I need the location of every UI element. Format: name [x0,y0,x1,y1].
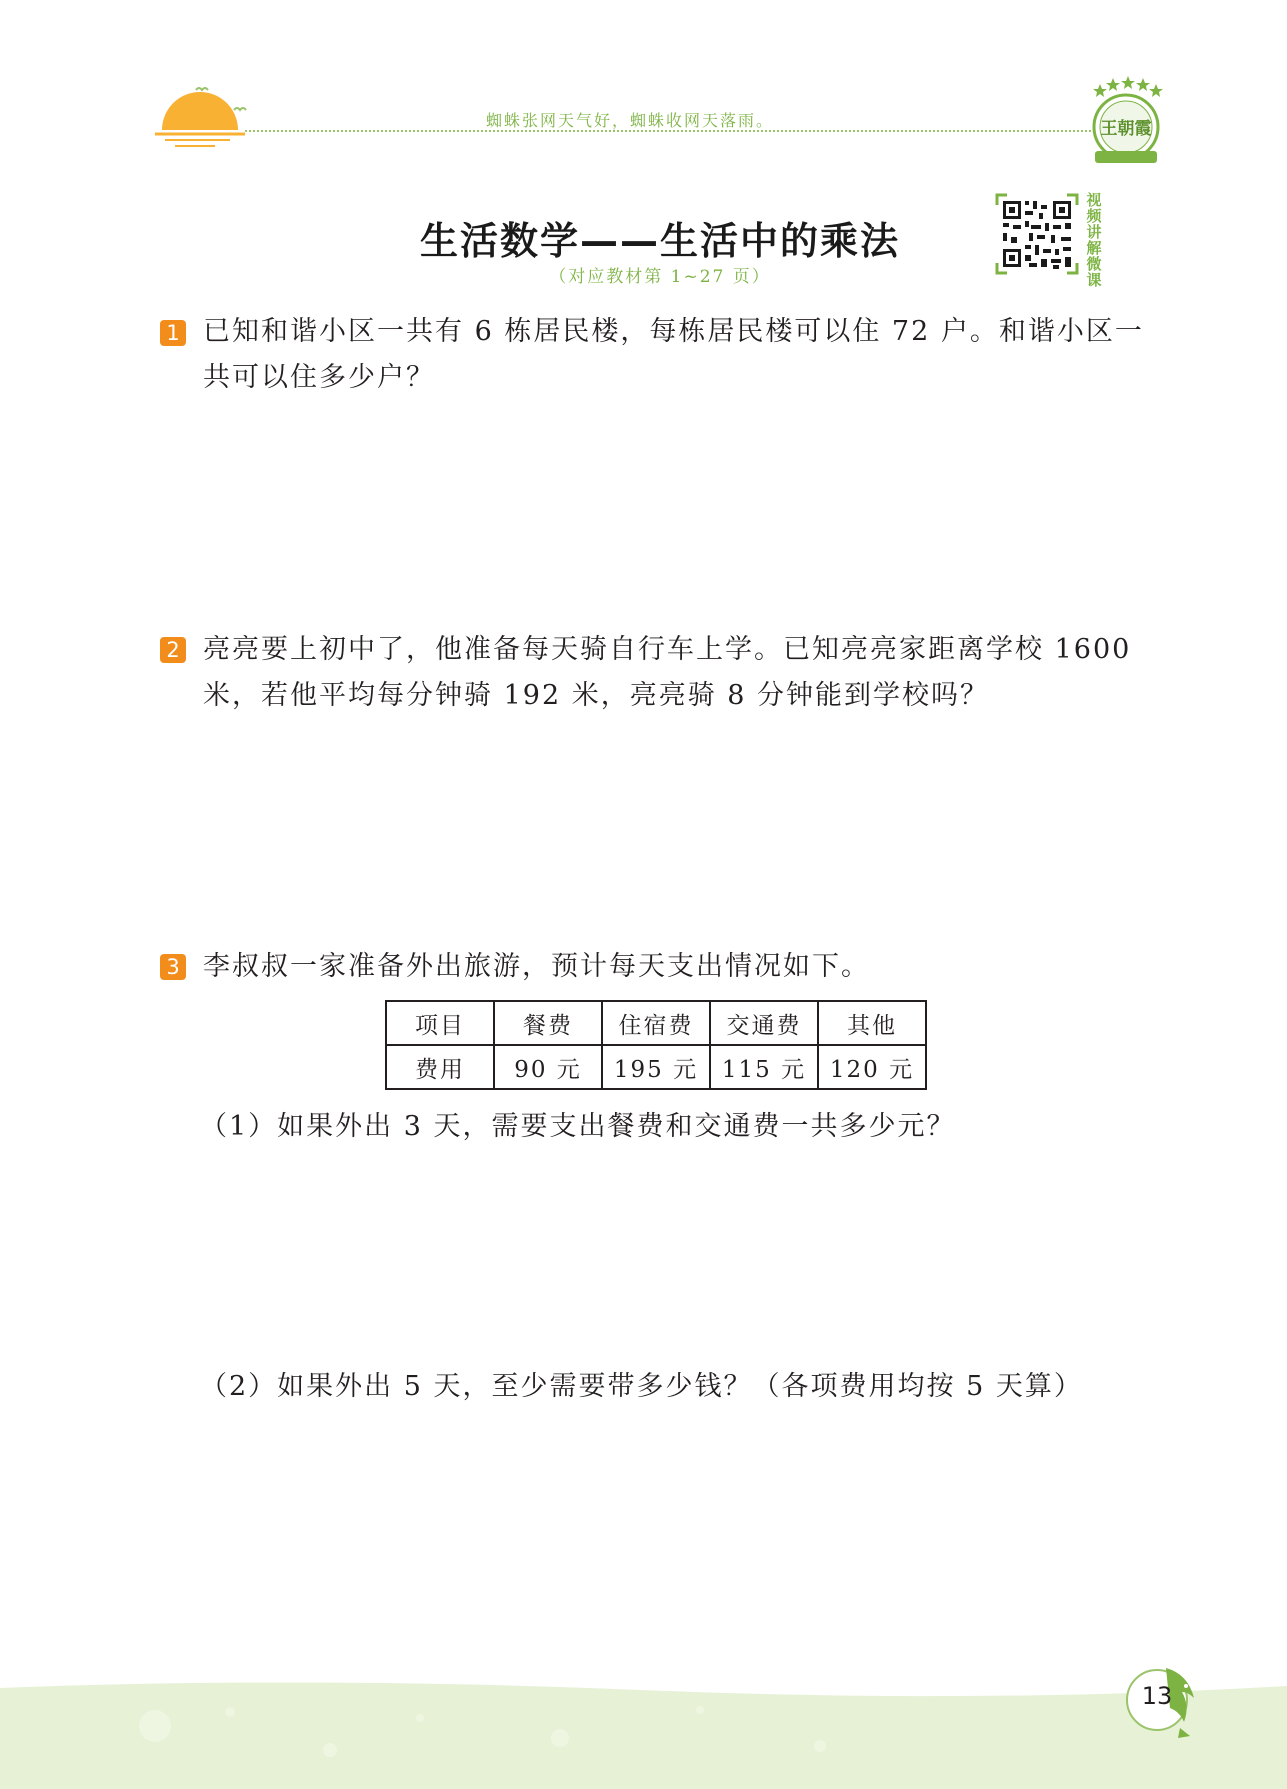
table-header-cell: 住宿费 [602,1001,710,1045]
table-row [386,1045,926,1089]
table-cell: 115 元 [710,1045,818,1089]
page-title: 生活数学——生活中的乘法 [419,219,900,263]
qr-label: 视频讲解微课 [1086,191,1102,289]
question-line: 共可以住多少户？ [203,362,435,393]
table-header-cell: 其他 [818,1001,926,1045]
question-text [203,944,1163,990]
question-line: 已知和谐小区一共有 6 栋居民楼，每栋居民楼可以住 72 户。和谐小区一 [203,316,1144,347]
question-line: 亮亮要上初中了，他准备每天骑自行车上学。已知亮亮家距离学校 1600 [203,634,1132,665]
table-cell: 费用 [386,1045,494,1089]
page-number: 13 [1141,1682,1173,1710]
table-cell: 120 元 [818,1045,926,1089]
brand-name: 王朝霞 [1100,119,1152,139]
sub-question-2: （2）如果外出 5 天，至少需要带多少钱？（各项费用均按 5 天算） [200,1371,1083,1402]
table-header-row [386,1001,926,1045]
question-number-badge: 1 [160,320,186,346]
table-header-cell: 交通费 [710,1001,818,1045]
table-header-cell: 项目 [386,1001,494,1045]
footer-band [0,1680,1287,1789]
sunset-icon [150,78,260,150]
question-text [203,309,1163,401]
table-header-cell: 餐费 [494,1001,602,1045]
table-cell: 90 元 [494,1045,602,1089]
question-number-badge: 2 [160,637,186,663]
sub-question-1: （1）如果外出 3 天，需要支出餐费和交通费一共多少元？ [200,1111,956,1142]
brand-seal-icon [1085,75,1167,167]
header-proverb: 蜘蛛张网天气好，蜘蛛收网天落雨。 [485,111,774,130]
question-text [203,627,1163,719]
page-subtitle: （对应教材第 1~27 页） [549,267,771,287]
question-number-badge: 3 [160,954,186,980]
question-line: 李叔叔一家准备外出旅游，预计每天支出情况如下。 [203,951,870,982]
question-line: 米，若他平均每分钟骑 192 米，亮亮骑 8 分钟能到学校吗？ [203,680,990,711]
table-cell: 195 元 [602,1045,710,1089]
qr-code-icon[interactable] [995,193,1079,275]
expense-table [385,1000,927,1090]
